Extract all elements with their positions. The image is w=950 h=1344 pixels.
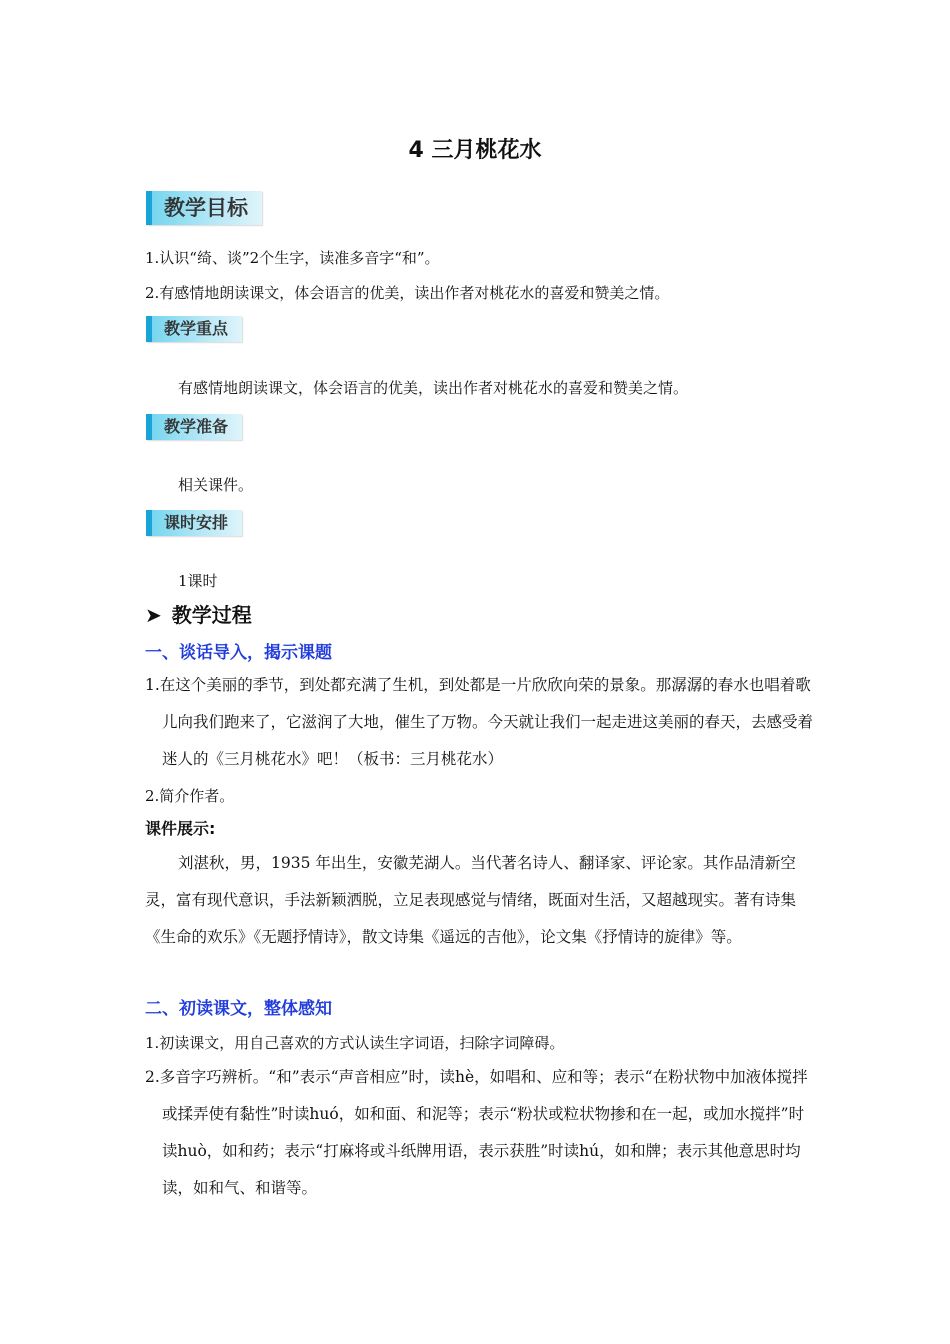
process-heading: 教学过程 (171, 603, 252, 627)
part1-item-2: 2.简介作者。 (145, 787, 235, 805)
part2-item-2: 2.多音字巧辨析。“和”表示“声音相应”时，读hè，如唱和、应和等；表示“在粉状物中加液体搅拌或揉弄使有黏性”时读huó，如和面、和泥等；表示“粉状或粒状物掺和在一起，或加水搅拌”时读huò，如和药；表示“打麻将或斗纸牌用语，表示获胜”时读hú，如和牌；表示其他意思时均读，如和气、和谐等。 (145, 1068, 808, 1197)
section-tag-preparation: 教学准备 (146, 414, 242, 440)
section-tag-schedule: 课时安排 (146, 510, 242, 536)
part2-item-1: 1.初读课文，用自己喜欢的方式认读生字词语，扫除字词障碍。 (145, 1034, 565, 1052)
schedule-text: 1课时 (178, 572, 218, 590)
process-heading-row (145, 600, 252, 630)
preparation-text: 相关课件。 (178, 476, 254, 494)
part1-heading: 一、谈话导入，揭示课题 (145, 643, 332, 663)
key-points-text: 有感情地朗读课文，体会语言的优美，读出作者对桃花水的喜爱和赞美之情。 (178, 379, 689, 397)
arrow-bullet-icon: ➤ (145, 603, 162, 627)
part2-heading: 二、初读课文，整体感知 (145, 999, 332, 1019)
courseware-label: 课件展示: (145, 819, 216, 838)
page-title: 4 三月桃花水 (408, 138, 542, 163)
courseware-text: 刘湛秋，男，1935 年出生，安徽芜湖人。当代著名诗人、翻译家、评论家。其作品清新空灵，富有现代意识，手法新颖洒脱，立足表现感觉与情绪，既面对生活，又超越现实。著有诗集《生命的欢乐》《无题抒情诗》，散文诗集《遥远的吉他》，论文集《抒情诗的旋律》等。 (145, 854, 797, 946)
part1-item-1: 1.在这个美丽的季节，到处都充满了生机，到处都是一片欣欣向荣的景象。那潺潺的春水也唱着歌儿向我们跑来了，它滋润了大地，催生了万物。今天就让我们一起走进这美丽的春天，去感受着迷人的《三月桃花水》吧！（板书：三月桃花水） (145, 676, 814, 768)
objective-item-1: 1.认识“绮、谈”2个生字，读准多音字“和”。 (145, 249, 440, 267)
objective-item-2: 2.有感情地朗读课文，体会语言的优美，读出作者对桃花水的喜爱和赞美之情。 (145, 284, 670, 302)
section-tag-key-points: 教学重点 (146, 316, 242, 342)
section-tag-objectives: 教学目标 (146, 191, 262, 225)
